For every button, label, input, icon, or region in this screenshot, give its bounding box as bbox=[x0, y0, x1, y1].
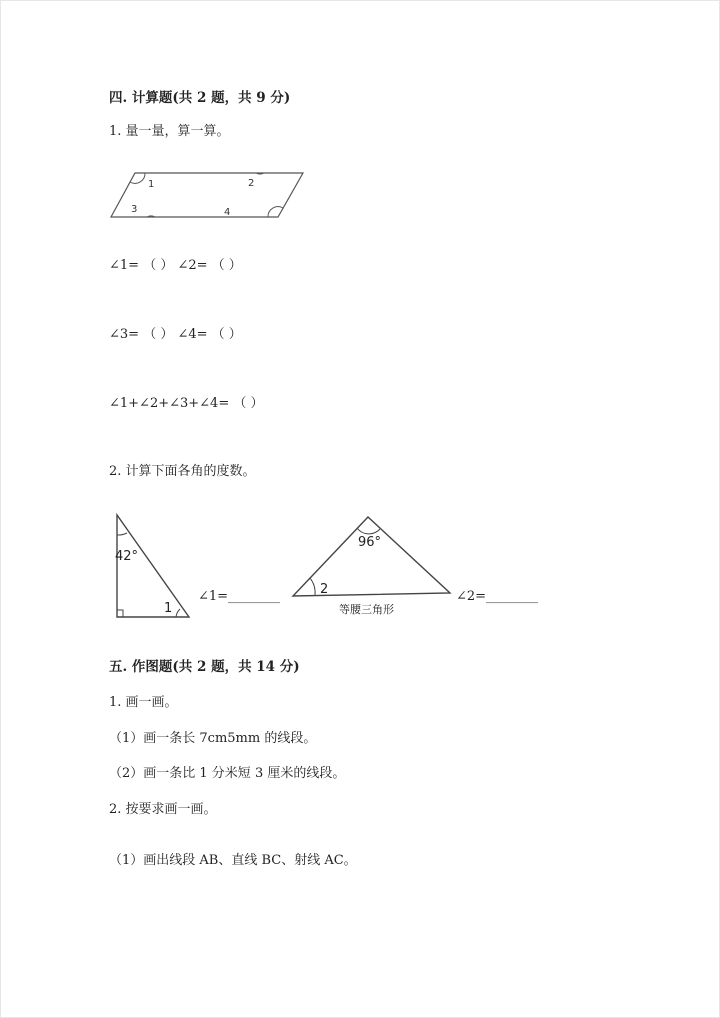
right-triangle-figure bbox=[112, 513, 192, 619]
answer-angle-2: ∠2=________ bbox=[456, 589, 539, 604]
draw-q1-prompt: 1. 画一画。 bbox=[109, 695, 178, 710]
parallelogram-label-3: 3 bbox=[131, 204, 138, 215]
draw-q2-item1: （1）画出线段 AB、直线 BC、射线 AC。 bbox=[109, 853, 357, 868]
section4-heading: 四. 计算题(共 2 题，共 9 分) bbox=[109, 90, 291, 106]
answer-angle-1: ∠1=________ bbox=[198, 589, 281, 604]
angle-line-1: ∠1= （ ） ∠2= （ ） bbox=[109, 258, 242, 273]
parallelogram-label-4: 4 bbox=[224, 207, 231, 218]
parallelogram-figure bbox=[110, 172, 310, 222]
section5-heading: 五. 作图题(共 2 题，共 14 分) bbox=[109, 659, 300, 675]
parallelogram-label-1: 1 bbox=[148, 179, 155, 190]
angle-sum-line: ∠1+∠2+∠3+∠4= （ ） bbox=[109, 396, 264, 411]
isosceles-triangle-figure bbox=[290, 515, 455, 597]
q2-prompt: 2. 计算下面各角的度数。 bbox=[109, 464, 256, 479]
isosceles-caption: 等腰三角形 bbox=[339, 603, 394, 616]
parallelogram-label-2: 2 bbox=[248, 178, 255, 189]
draw-q1-item2: （2）画一条比 1 分米短 3 厘米的线段。 bbox=[109, 766, 346, 781]
draw-q1-item1: （1）画一条长 7cm5mm 的线段。 bbox=[109, 731, 317, 746]
angle-line-2: ∠3= （ ） ∠4= （ ） bbox=[109, 327, 242, 342]
isosceles-mark-label: 2 bbox=[320, 582, 329, 597]
isosceles-angle-label: 96° bbox=[358, 535, 382, 550]
draw-q2-prompt: 2. 按要求画一画。 bbox=[109, 802, 217, 817]
right-triangle-angle-label: 42° bbox=[115, 549, 139, 564]
q1-prompt: 1. 量一量，算一算。 bbox=[109, 124, 230, 139]
right-triangle-mark-label: 1 bbox=[164, 601, 173, 616]
